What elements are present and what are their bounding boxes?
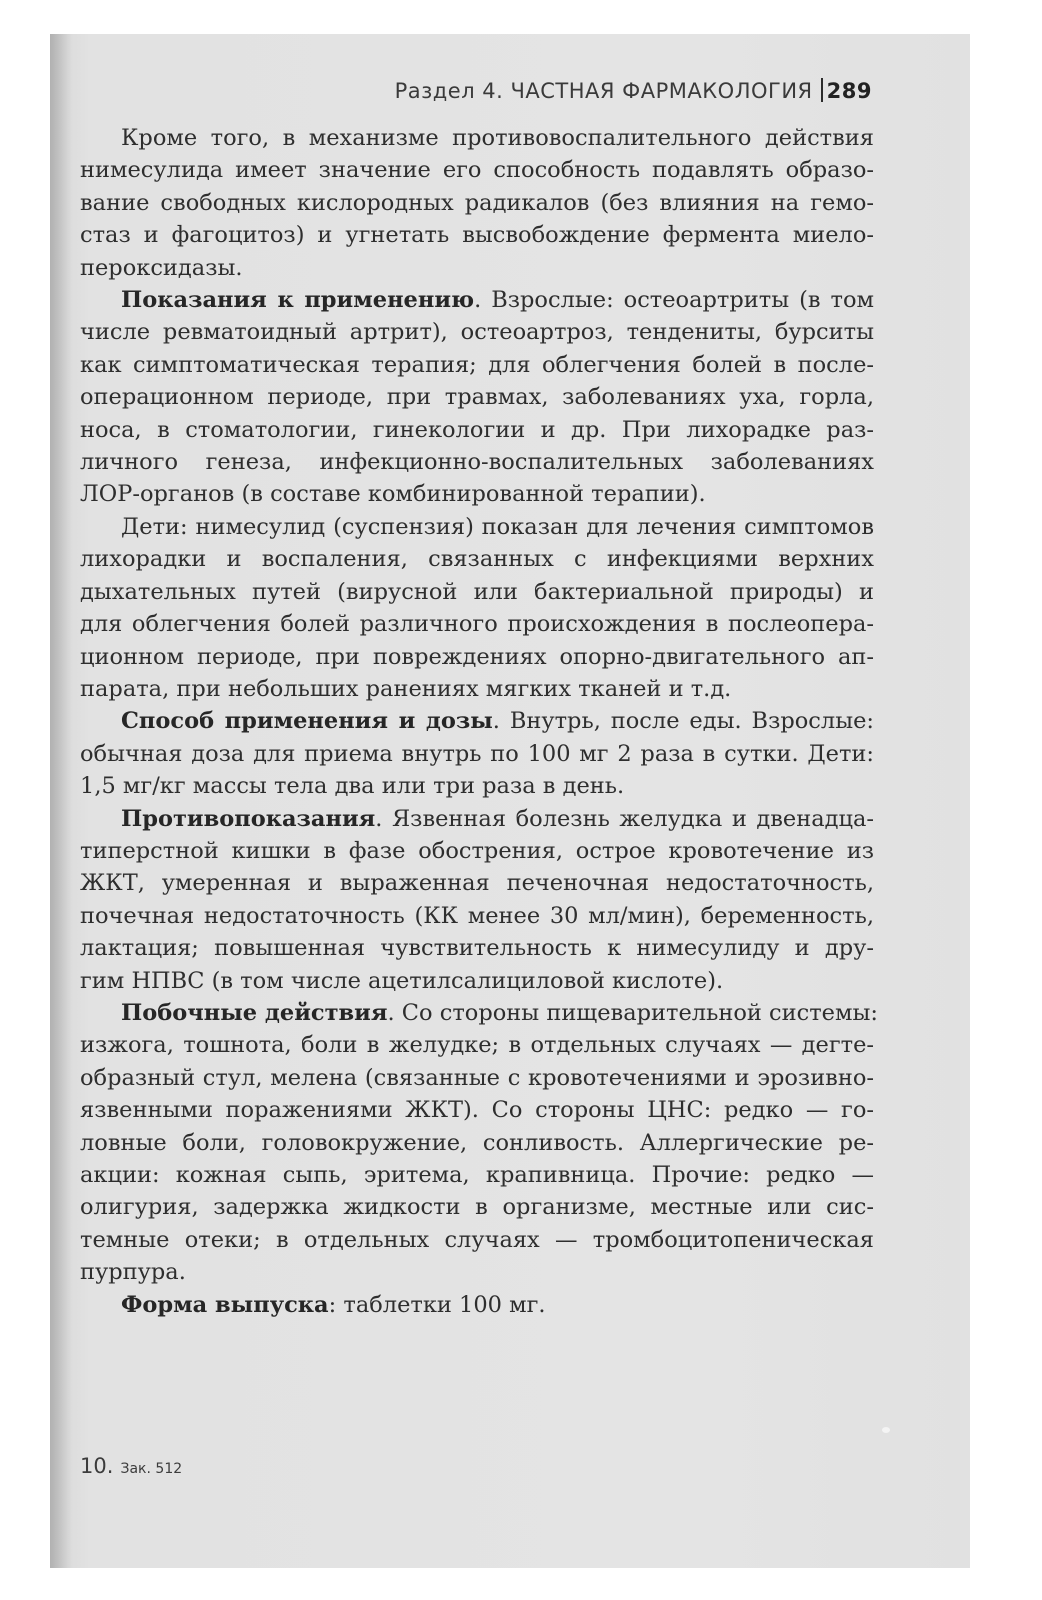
text-line: пурпура. — [80, 1259, 186, 1286]
line-text: . Взрослые: остеоартриты (в том — [474, 287, 874, 314]
text-line: язвенными поражениями ЖКТ). Со стороны ЦНС: редко — го- — [80, 1097, 874, 1124]
text-line: операционном периоде, при травмах, заболеваниях уха, горла, — [80, 384, 874, 411]
text-line: темные отеки; в отдельных случаях — тромбоцитопеническая — [80, 1226, 874, 1253]
text-line: парата, при небольших ранениях мягких тканей и т.д. — [80, 675, 732, 702]
text-line: обычная доза для приема внутрь по 100 мг 2 раза в сутки. Дети: — [80, 740, 874, 767]
section-heading: Противопоказания — [121, 805, 376, 832]
text-line: ЛОР-органов (в составе комбинированной терапии). — [80, 481, 706, 508]
line-text: . Язвенная болезнь желудка и двенадца- — [375, 805, 874, 832]
binding-shadow — [50, 34, 72, 1568]
paragraph — [80, 511, 874, 705]
scan-speck — [882, 1427, 890, 1433]
text-line: числе ревматоидный артрит), остеоартроз, тендениты, бурситы — [80, 319, 874, 346]
text-line — [80, 803, 874, 835]
text-line — [80, 1289, 874, 1321]
text-line — [80, 997, 878, 1029]
text-line: вание свободных кислородных радикалов (без влияния на гемо- — [80, 189, 874, 216]
text-line — [80, 705, 874, 737]
text-line: как симптоматическая терапия; для облегчения болей в после- — [80, 351, 874, 378]
text-line — [80, 284, 874, 316]
text-line: ЖКТ, умеренная и выраженная печеночная недостаточность, — [80, 870, 874, 897]
line-text: . Со стороны пищеварительной системы: — [387, 999, 878, 1026]
text-line: лихорадки и воспаления, связанных с инфекциями верхних — [80, 546, 874, 573]
text-line: дыхательных путей (вирусной или бактериальной природы) и — [80, 578, 874, 605]
signature-number: 10. — [80, 1454, 114, 1478]
text-line: изжога, тошнота, боли в желудке; в отдельных случаях — дегте- — [80, 1032, 874, 1059]
text-line: ловные боли, головокружение, сонливость. Аллергические ре- — [80, 1129, 874, 1156]
text-line: Дети: нимесулид (суспензия) показан для лечения симптомов — [121, 513, 874, 540]
text-line: стаз и фагоцитоз) и угнетать высвобождение фермента миело- — [80, 222, 874, 249]
text-line: Кроме того, в механизме противовоспалительного действия — [121, 125, 874, 151]
paragraph — [80, 803, 874, 997]
paragraph — [80, 122, 874, 284]
text-line: образный стул, мелена (связанные с кровотечениями и эрозивно- — [80, 1064, 874, 1091]
section-title: Раздел 4. ЧАСТНАЯ ФАРМАКОЛОГИЯ — [394, 79, 813, 103]
text-line: олигурия, задержка жидкости в организме, местные или сис- — [80, 1194, 874, 1221]
text-line: лактация; повышенная чувствительность к нимесулиду и дру- — [80, 935, 874, 962]
text-line: 1,5 мг/кг массы тела два или три раза в день. — [80, 773, 625, 800]
header-divider — [821, 78, 823, 102]
paragraph — [80, 997, 878, 1289]
line-text: : таблетки 100 мг. — [328, 1291, 546, 1318]
body-text — [80, 122, 878, 1321]
text-line: личного генеза, инфекционно-воспалительных заболеваниях — [80, 449, 874, 476]
text-line: почечная недостаточность (КК менее 30 мл/мин), беременность, — [80, 902, 874, 929]
scanned-page — [50, 34, 970, 1568]
text-line: типерстной кишки в фазе обострения, острое кровотечение из — [80, 837, 874, 864]
paragraph — [80, 284, 874, 511]
text-line: пероксидазы. — [80, 254, 243, 281]
text-line: гим НПВС (в том числе ацетилсалициловой кислоте). — [80, 967, 724, 994]
section-heading: Показания к применению — [121, 287, 475, 314]
paragraph — [80, 1289, 874, 1321]
text-line: для облегчения болей различного происхождения в послеопера- — [80, 611, 874, 638]
text-line: носа, в стоматологии, гинекологии и др. При лихорадке раз- — [80, 416, 874, 443]
order-number: Зак. 512 — [120, 1461, 183, 1477]
section-heading: Способ применения и дозы — [121, 708, 493, 735]
page-number: 289 — [826, 79, 872, 103]
text-line: акции: кожная сыпь, эритема, крапивница. Прочие: редко — — [80, 1162, 874, 1188]
paragraph — [80, 705, 874, 802]
printer-signature — [80, 1454, 182, 1478]
section-heading: Форма выпуска — [121, 1291, 329, 1318]
running-head — [395, 78, 872, 103]
section-heading: Побочные действия — [121, 999, 388, 1026]
text-line: ционном периоде, при повреждениях опорно-двигательного ап- — [80, 643, 874, 670]
text-line: нимесулида имеет значение его способность подавлять образо- — [80, 157, 874, 184]
line-text: . Внутрь, после еды. Взрослые: — [492, 708, 875, 735]
